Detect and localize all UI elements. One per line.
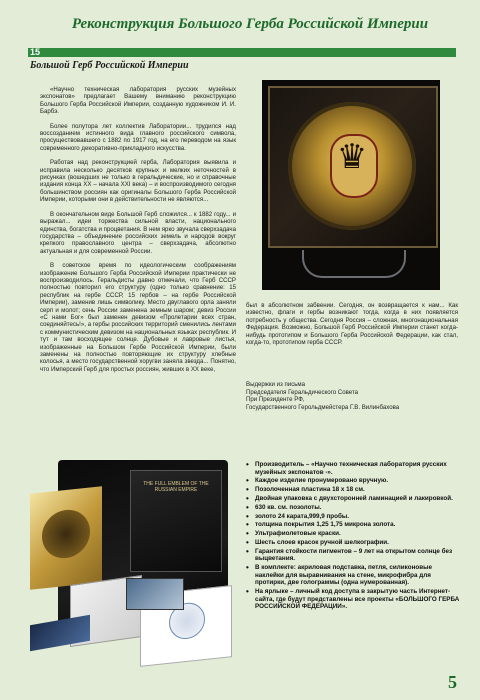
- double-headed-eagle-icon: ♛: [336, 138, 368, 176]
- eagle-emblem-icon: [42, 507, 90, 560]
- gold-plate: [30, 486, 102, 590]
- list-item: • Каждое изделие пронумеровано вручную.: [246, 477, 460, 485]
- package-label: THE FULL EMBLEM OF THE RUSSIAN EMPIRE: [143, 481, 209, 493]
- paragraph: Более полутора лет коллектив Лаборатории... трудился над воссозданием истинного вида главного российского символа, просуществовавшего с 1882 по 1917 год, на его переводом на язык современного декоративно-прикладного искусства.: [40, 122, 236, 152]
- list-item: • Производитель – «Научно техническая лаборатория русских музейных экспонатов -».: [246, 461, 460, 476]
- signature-line: Председателя Геральдического Совета: [246, 388, 359, 396]
- list-item: • Гарантия стойкости пигментов – 9 лет на открытом солнце без выцветания.: [246, 548, 460, 563]
- page-title: Реконструкция Большого Герба Российской Империи: [71, 16, 429, 32]
- list-item: • Шесть слоев красок ручной шелкографии.: [246, 539, 460, 547]
- signature-block: [246, 381, 458, 411]
- emblem-frame: [268, 86, 438, 248]
- paragraph: «Научно техническая лаборатория русских музейных экспонатов» предлагает Вашему вниманию реконструкцию Большого Герба Российской Империи, созданную художником И. И. Барбэ.: [40, 86, 236, 116]
- acrylic-stand: [302, 250, 406, 278]
- section-number: 15: [30, 47, 41, 57]
- page-header: [0, 0, 480, 46]
- page-number: 5: [448, 672, 457, 692]
- blue-card: [30, 615, 90, 652]
- left-column-text: [40, 86, 236, 380]
- list-item: • В комплекте: акриловая подставка, петля, силиконовые наклейки для выравнивания на стене, микрофибра для протирки, две голограммы (одна нумерованная).: [246, 564, 460, 587]
- signature-line: Выдержки из письма: [246, 381, 306, 388]
- coat-of-arms-image: [288, 102, 416, 230]
- list-item: • толщина покрытия 1,25 1,75 микрона золота.: [246, 521, 460, 529]
- paragraph: был в абсолютном забвении. Сегодня, он возвращается к нам... Как известно, флаги и гербы возникают тогда, когда в них появляется потребность у общества. Сегодня Россия – сложная, многонациональная Федерация. Возможно, Большой Герб Российской Империи станет когда-нибудь прототипом и Большого Герба Российской Федерации, как стал, когда-то, прототипом герба СССР.: [246, 302, 458, 347]
- signature-line: Государственного Герольдмейстера Г.В. Вилинбахова: [246, 403, 400, 411]
- list-item: • На ярлыке – личный код доступа в закрытую часть Интернет-сайта, где будут представлены все проекты «БОЛЬШОГО ГЕРБА РОССИЙСКОЙ ФЕДЕРАЦИИ».: [246, 588, 460, 611]
- section-rule: [28, 48, 456, 57]
- paragraph: Работая над реконструкцией герба, Лаборатория выявила и исправила несколько десятков крупных и мелких неточностей в рисунках (вошедших не только в геральдические, но и справочные издания конца XX – начала XXI века) – и воспроизводимого сегодня большинством россиян как оригиналы Большого Герба Российской Империи, которыми они в действительности не являются...: [40, 159, 236, 204]
- package-photo: [30, 460, 236, 685]
- signature-line: При Президенте РФ,: [246, 396, 305, 404]
- list-item: • Двойная упаковка с двухсторонней ламинацией и лакировкой.: [246, 495, 460, 503]
- emblem-photo: [262, 80, 440, 290]
- section-title: Большой Герб Российской Империи: [30, 60, 189, 71]
- features-list: [246, 461, 460, 612]
- paragraph: В окончательном виде Большой Герб сложился... к 1882 году... и выражал... идеи торжества сильной власти, национального единства, богатства и процветания. В нем ярко звучала сверхзадача государства – объединение российских земель и народов вокруг крепкого православного центра – сверхзадача, абсолютно актуальная и для современной России.: [40, 210, 236, 255]
- list-item: • 630 кв. см. позолоты.: [246, 504, 460, 512]
- screen-card: [126, 578, 184, 610]
- right-column-text: [246, 302, 458, 353]
- list-item: • Позолоченная пластина 18 х 18 см.: [246, 486, 460, 494]
- list-item: • золото 24 карата,999,9 пробы.: [246, 513, 460, 521]
- package-cover: [130, 470, 222, 572]
- list-item: • Ультрафиолетовые краски.: [246, 530, 460, 538]
- paragraph: В советское время по идеологическим соображениям изображение Большого Герба Российской Империи практически не воспроизводилось. Геральдисты давно отмечали, что Герб СССР полностью повторил его структуру (одно только сравнение: 15 республик на гербе СССР, 15 гербов – на гербе Российской Империи), заменив лишь символику. Место двуглавого орла заняли серп и молот; сень России заменена земным шаром; девиз России «С нами Бог» был заменен девизом «Пролетарии всех стран, соединяйтесь!», а гербы российских территорий сменились лентами с коммунистическим девизом на национальных языках республик. И тут и там восходящее солнце. Дубовые и лавровые листья, изображенные на Большом Гербе Российской Империи, были заменены на полностью повторяющие их структуру хлебные колосья, а место государственной хоругви заняла звезда... Понятно, что Имперский Герб для простых россиян, живших в XX веке,: [40, 262, 236, 373]
